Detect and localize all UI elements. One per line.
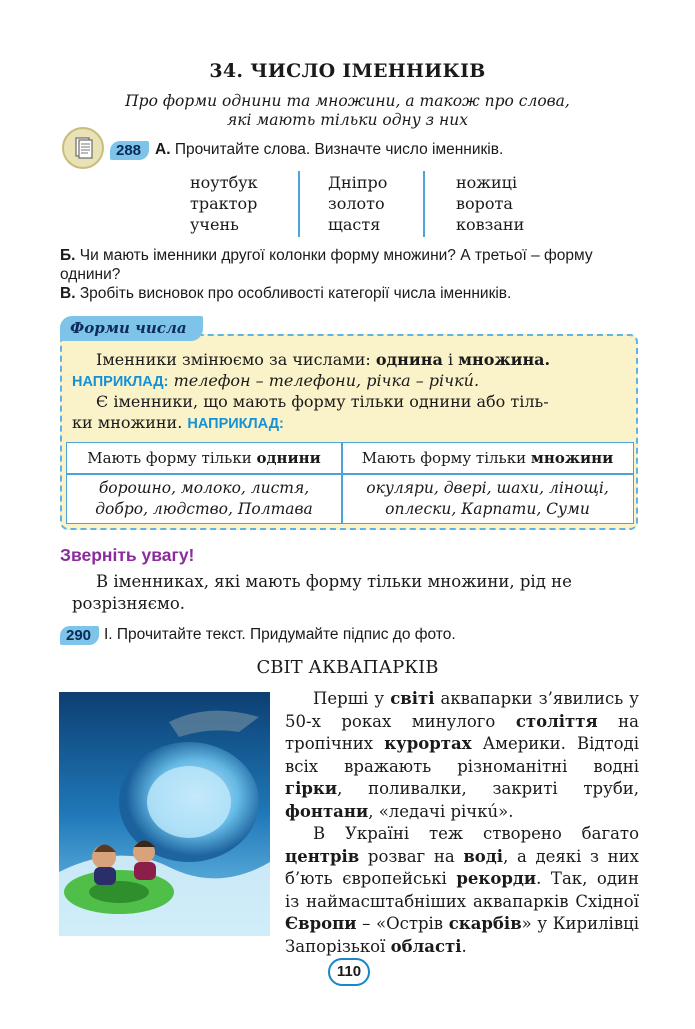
page-number: 110 (328, 958, 370, 986)
task-a-label: А. (155, 141, 171, 158)
term-plural: множина (458, 350, 545, 369)
word: трактор (190, 194, 258, 213)
rule-line-1 (96, 349, 630, 370)
rule-line-2 (72, 370, 632, 393)
text-title: СВІТ АКВАПАРКІВ (256, 657, 439, 678)
rule-line-3: Є іменники, що мають форму тільки однини або тіль- (96, 392, 549, 411)
article-paragraph-1: Перші у світі аквапарки з’явились у 50-х роках минулого століття на тропічних курортах Америки. Відтоді всіх вражають різноманітні водні гірки, поливалки, закриті труби, фонтани, «ледачі річкú». (285, 689, 640, 821)
subtitle-line-1: Про форми однини та множини, а також про слова, (125, 92, 570, 110)
header-term: множини (530, 449, 614, 467)
example-label: НАПРИКЛАД: (72, 374, 169, 390)
word: щастя (328, 215, 381, 234)
column-divider (423, 171, 425, 237)
table-header-plural (342, 448, 633, 469)
example-label: НАПРИКЛАД: (187, 416, 284, 432)
header-text: Мають форму тільки (87, 449, 252, 467)
task-v-text: Зробіть висновок про особливості категорії числа іменників. (79, 285, 512, 302)
lesson-title: 34. ЧИСЛО ІМЕННИКІВ (209, 60, 486, 82)
ex290-task: I. Прочитайте текст. Придумайте підпис до фото. (104, 626, 456, 643)
task-v-label: В. (60, 285, 76, 302)
rule-examples: телефон – телефони, річка – річкú. (173, 371, 480, 390)
task-b-text-2: однини? (60, 266, 121, 283)
task-b-label: Б. (60, 247, 76, 264)
table-header-singular (67, 448, 341, 469)
exercise-number-288: 288 (110, 141, 149, 160)
exercise-number-290: 290 (60, 626, 99, 645)
subtitle-line-2: які мають тільки одну з них (227, 111, 468, 129)
notebook-icon (62, 127, 104, 169)
word: ковзани (456, 215, 525, 234)
table-cell-singular (67, 478, 341, 520)
word: учень (190, 215, 239, 234)
attention-line-1: В іменниках, які мають форму тільки множини, рід не (96, 572, 572, 591)
header-term: однини (256, 449, 321, 467)
word-column-3 (456, 172, 524, 235)
waterpark-photo (59, 692, 270, 936)
attention-line-2: розрізняємо. (72, 594, 185, 613)
ex288-task-a (155, 141, 503, 159)
task-b-text-1: Чи мають іменники другої колонки форму множини? А третьої – форму (79, 247, 593, 264)
rule-text: і (447, 350, 454, 369)
word-column-2 (328, 172, 387, 235)
word-column-1 (190, 172, 258, 235)
cell-line: окуляри, двері, шахи, лінощі, (366, 479, 609, 497)
rule-tab: Форми числа (60, 316, 203, 341)
word: золото (328, 194, 385, 213)
word: ножиці (456, 173, 518, 192)
cell-line: борошно, молоко, листя, (98, 479, 310, 497)
rule-text: Іменники змінюємо за числами: (96, 350, 371, 369)
rule-text: ки множини. (72, 413, 183, 432)
cell-line: оплески, Карпати, Суми (385, 500, 590, 518)
header-text: Мають форму тільки (361, 449, 527, 467)
ex288-task-b (60, 246, 650, 303)
word: ворота (456, 194, 513, 213)
cell-line: добро, людство, Полтава (95, 500, 313, 518)
attention-title: Зверніть увагу! (60, 545, 195, 565)
word: Дніпро (328, 173, 388, 192)
table-cell-plural (342, 478, 633, 520)
table-row-line (67, 473, 633, 475)
number-forms-table (66, 442, 634, 524)
article-paragraph-2: В Україні теж створено багато центрів розваг на воді, а деякі з них б’ють європейські рекорди. Так, один із наймасштабніших аквапарків Східної Європи – «Острів скарбів» у Кирилівці Запорізької області. (285, 824, 640, 956)
rule-line-4 (72, 412, 632, 435)
word: ноутбук (190, 173, 258, 192)
column-divider (298, 171, 300, 237)
rule-text: . (544, 350, 551, 369)
lesson-subtitle (0, 92, 695, 130)
task-a-text: Прочитайте слова. Визначте число іменників. (174, 141, 504, 158)
term-singular: однина (375, 350, 443, 369)
